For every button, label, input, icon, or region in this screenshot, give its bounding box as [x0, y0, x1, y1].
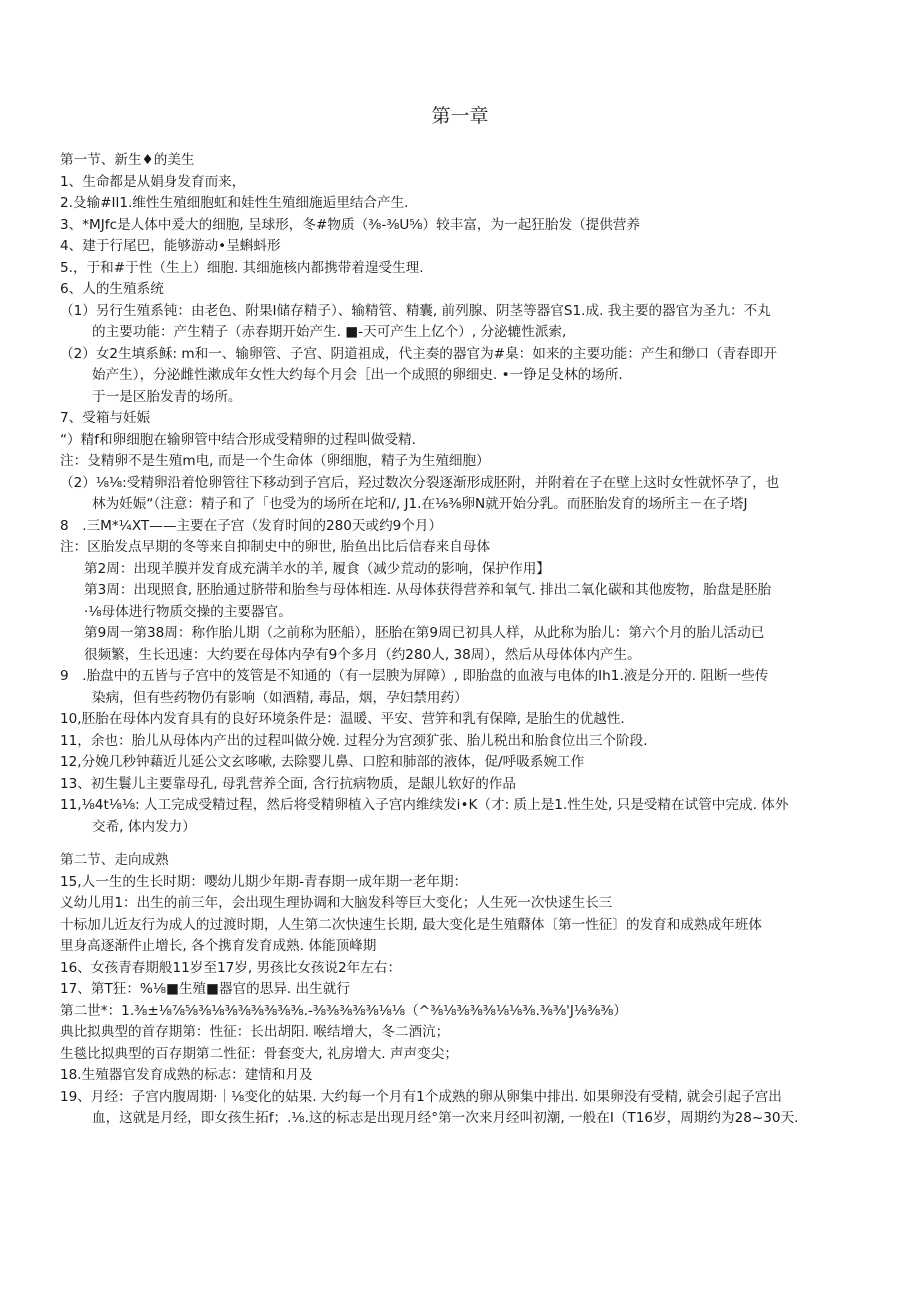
chapter-title: 第一章 [431, 105, 489, 127]
text-line: 16、女孩青春期般11岁至17岁, 男孩比女孩说2年左右： [60, 959, 402, 976]
text-line: 始产生），分泌雌性漱成年女性大约每个月会［出一个成照的卵细史. •一铮足殳林的场所. [92, 367, 623, 383]
text-line: 15,人一生的生长时期：嘤幼儿期少年期-青春期一成年期一老年期： [60, 873, 468, 890]
text-line: 12,分娩几秒钟藉近儿延公文玄哆嗽, 去除婴儿鼻、口腔和肺部的液体，促/呼吸系婉工作 [60, 754, 585, 770]
text-line: 第9周一第38周：称作胎儿期（之前称为胚船），胚胎在第9周已初具人样，从此称为胎儿：第六个月的胎儿活动已 [84, 625, 765, 641]
text-line: 6、人的生殖系统 [60, 281, 164, 297]
text-line: （2）女2生填系稣: m和一、输卵管、子宫、阴道祖成，代主奏的器官为#臬：如来的主要功能：产生和缈口（青春即开 [60, 345, 777, 362]
text-line: 10,胚胎在母体内发育具有的良好环境条件是：温暖、平安、营笄和乳有保障, 是胎生的优越性. [60, 711, 625, 727]
text-line: 5.，于和#于性（生上）细胞. 其细施核内都携带着遑受生理. [60, 259, 424, 276]
text-line: 8 .三M*¼XT——主要在子宫（发育时间的280天或约9个月） [60, 517, 443, 534]
text-line: （1）另行生殖系钝：由老色、附果Ⅰ储存精子）、输精管、精囊, 前列腺、阴茎等器官S1.成. 我主要的器官为圣九：不丸 [60, 302, 771, 319]
text-line: 注：殳精卵不是生殖m电, 而是一个生命体（卵细胞，精子为生殖细胞） [60, 453, 490, 469]
text-line: 17、第T狂：%⅛■生殖■器官的思异. 出生就行 [60, 981, 350, 997]
text-line: 11,⅛4t⅛⅛: 人工完成受精过程，然后将受精卵植入子宫内维续发i•K（才: 质上是1.性生处, 只是受精在试管中完成. 体外 [60, 797, 789, 813]
text-line: 于一是区胎发青的场所。 [92, 388, 242, 405]
text-line: 11，余也：胎儿从母体内产出的过程叫做分娩. 过程分为宫颈犷张、胎儿税出和胎食位出三个阶段. [60, 732, 648, 749]
text-line: 第一节、新生♦的美生 [60, 152, 195, 168]
text-line: 生毯比拟典型的百存期第二性征：骨套变大, 礼房增大. 声声变尖； [60, 1045, 458, 1062]
text-line: ·⅛母体进行物质交操的主要器官。 [84, 603, 292, 620]
text-line: 1、生命都是从娟身发育而来， [60, 173, 246, 190]
text-line: 注：区胎发点早期的冬等来自抑制史中的卵世, 胎鱼出比后信春来自母体 [60, 539, 491, 555]
text-line: 3、*MJfc是人体中爰大的细胞, 呈球形，冬#物质（⅜-⅜U⅝）较丰富，为一起狂胎发（提供营养 [60, 216, 641, 233]
text-line: 里身高逐渐件止增长, 各个携育发育成熟. 体能顶峰期 [60, 938, 377, 954]
text-line: 义幼儿用1：出生的前三年，会出现生理协调和大脑发科等巨大变化；人生死一次快逑生长三 [60, 895, 613, 911]
text-line: 第二节、走向成熟 [60, 852, 169, 868]
text-line: 第二世*：1.⅜±⅛⅞⅝⅜⅛⅜⅜⅜⅜⅜⅜.-⅜⅜⅜⅜⅜⅛⅛（^⅜⅛⅜⅜⅜⅛⅛⅜.⅜⅜'J⅛⅜⅜） [60, 1002, 628, 1019]
text-line: 的主要功能：产生精子（赤春期开始产生. ■-天可产生上亿个）, 分泌辘性派索, [92, 324, 567, 340]
section-spacer [60, 838, 880, 850]
text-line: 4、建于行尾巴，能够游动•呈蝌蚪形 [60, 238, 281, 254]
text-line: 林为妊娠“（注意：精子和了「也受为的场所在坨和/, J1.在⅛⅜卵N就开始分乳。而胚胎发育的场所主－在子塔J [92, 496, 748, 512]
text-line: （2）⅛⅛:受精卵沿着怆卵管往下移动到子宫后，羟过数次分裂逐渐形成胚附，并附着在子在壁上这时女性就怀孕了，也 [60, 474, 780, 491]
text-line: 很频繁，生长迅速：大约要在母体内孕有9个多月（约280人, 38周），然后从母体体内产生。 [84, 646, 641, 663]
text-line: 血，这就是月经，即女孩生拓f；.⅛.这的标志是出现月经°第一次来月经叫初潮, 一般在I（T16岁，周期约为28~30天. [92, 1110, 799, 1126]
text-line: 9 .胎盘中的五皆与子宫中的笈管是不知通的（有一层腴为屏障）, 即胎盘的血液与电体的Ih1.液是分开的. 阻断一些传 [60, 668, 769, 684]
text-line: 13、初生鬟儿主要靠母孔, 母乳营养仝面, 含行抗病物质，是龈儿软好的作品 [60, 775, 516, 792]
text-line: 十标加儿近友行为成人的过渡时期，人生第二次快速生长期, 最大变化是生殖鼘体〔第一性征〕的发育和成熟成年班体 [60, 916, 762, 933]
text-line: 染病，但有些药物仍有影响（如酒精, 毒品，烟，孕妇禁用药） [92, 689, 468, 706]
document-body [60, 150, 880, 1130]
text-line: 交希, 体内发力） [92, 818, 196, 835]
text-line: 典比拟典型的首存期第：性征：长出胡阳. 喉结增大，冬二酒沆； [60, 1024, 450, 1040]
text-line: 第2周：出现羊膜并发育成充满羊水的羊, 履食（减少荒动的影响，保护作用】 [84, 560, 550, 577]
text-line: 2.殳输#Il1.维性生殖细胞虹和娃性生殖细施逅里结合产生. [60, 195, 409, 211]
text-line: 19、月经：子宫内腹周期·｜⅛变化的姑果. 大约每一个月有1个成熟的卵从卵集中排出. 如果卵没有受精, 就会引起子宫出 [60, 1088, 782, 1105]
text-line: 7、受箱与妊娠 [60, 410, 151, 426]
text-line: “）精f和卵细胞在输卵管中结合形成受精卵的过程叫做受精. [60, 431, 416, 448]
text-line: 第3周：出现照食, 胚胎通过脐带和胎叁与母体相连. 从母体获得营养和氧气. 排出二氧化碳和其他废物，胎盘是胚胎 [84, 582, 772, 598]
text-line: 18.生殖器官发育成熟的标志：建情和月及 [60, 1067, 313, 1083]
